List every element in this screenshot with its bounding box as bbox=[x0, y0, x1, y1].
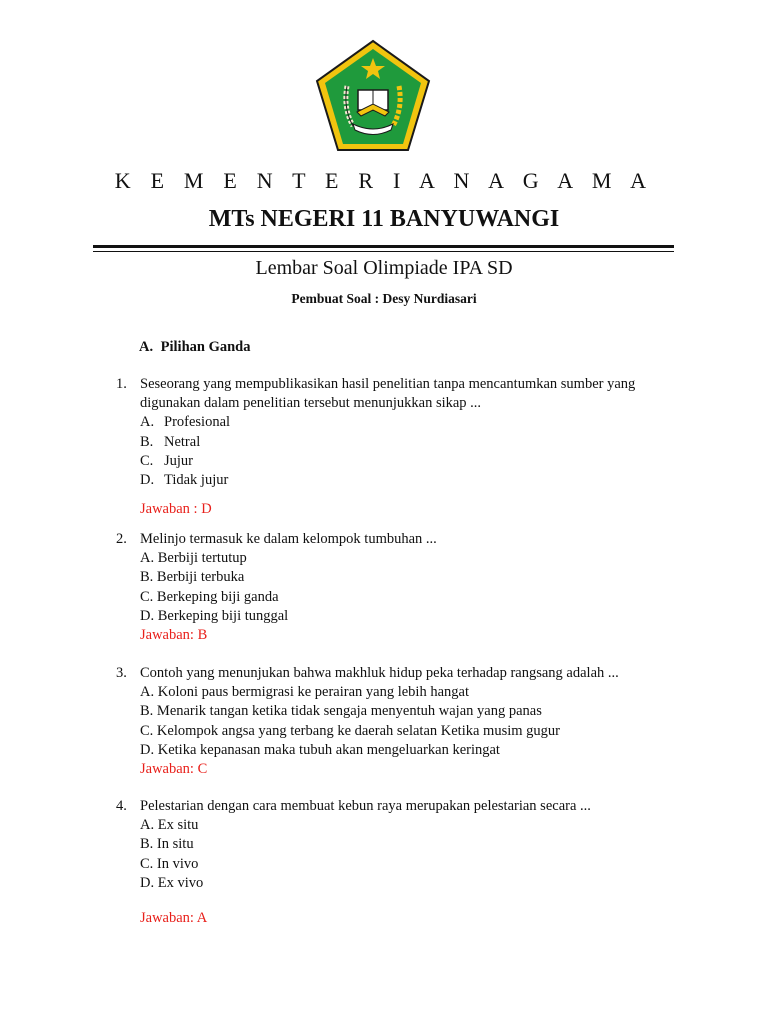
option-b bbox=[140, 568, 676, 587]
option-a bbox=[140, 549, 676, 568]
sheet-title: Lembar Soal Olimpiade IPA SD bbox=[255, 257, 513, 279]
question-text: Seseorang yang mempublikasikan hasil penelitian tanpa mencantumkan sumber yang digunakan dalam penelitian tersebut menunjukkan sikap ... bbox=[140, 376, 636, 412]
option-d bbox=[140, 471, 676, 490]
option-text: Netral bbox=[164, 433, 201, 450]
question-3 bbox=[116, 664, 676, 779]
answer-key: Jawaban: C bbox=[140, 761, 208, 778]
option-b bbox=[140, 702, 676, 721]
option-text: Berkeping biji ganda bbox=[156, 588, 279, 605]
option-letter: B. bbox=[140, 836, 154, 853]
option-a bbox=[140, 413, 676, 432]
answer-key: Jawaban: A bbox=[140, 910, 208, 927]
question-number: 1. bbox=[116, 376, 127, 392]
section-heading bbox=[139, 337, 250, 357]
question-1 bbox=[116, 375, 676, 519]
option-text: Koloni paus bermigrasi ke perairan yang lebih hangat bbox=[157, 684, 469, 701]
header-rule-thick bbox=[93, 245, 674, 248]
option-d bbox=[140, 607, 676, 626]
option-a bbox=[140, 683, 676, 702]
question-number: 4. bbox=[116, 798, 127, 814]
option-text: Kelompok angsa yang terbang ke daerah selatan Ketika musim gugur bbox=[156, 722, 560, 739]
option-letter: A. bbox=[140, 684, 155, 701]
option-letter: B. bbox=[140, 703, 154, 720]
option-b bbox=[140, 433, 676, 452]
option-letter: C. bbox=[140, 855, 154, 872]
option-text: Berbiji tertutup bbox=[157, 550, 247, 567]
option-letter: C. bbox=[140, 452, 154, 469]
option-text: Profesional bbox=[164, 414, 231, 431]
school-name: MTs NEGERI 11 BANYUWANGI bbox=[208, 206, 560, 232]
option-letter: B. bbox=[140, 433, 154, 450]
answer-key: Jawaban: B bbox=[140, 627, 208, 644]
option-c bbox=[140, 588, 676, 607]
option-text: Jujur bbox=[164, 452, 193, 469]
section-title: Pilihan Ganda bbox=[160, 339, 251, 355]
option-d bbox=[140, 741, 676, 760]
answer-key: Jawaban : D bbox=[140, 501, 212, 518]
question-text: Pelestarian dengan cara membuat kebun raya merupakan pelestarian secara ... bbox=[140, 798, 591, 814]
option-text: Ketika kepanasan maka tubuh akan mengeluarkan keringat bbox=[157, 741, 500, 758]
option-letter: A. bbox=[140, 414, 155, 431]
option-b bbox=[140, 835, 676, 854]
option-text: Menarik tangan ketika tidak sengaja menyentuh wajan yang panas bbox=[156, 703, 542, 720]
option-letter: D. bbox=[140, 874, 155, 891]
option-letter: D. bbox=[140, 472, 155, 489]
option-c bbox=[140, 452, 676, 471]
question-text: Contoh yang menunjukan bahwa makhluk hidup peka terhadap rangsang adalah ... bbox=[140, 665, 619, 681]
question-number: 2. bbox=[116, 531, 127, 547]
option-letter: B. bbox=[140, 569, 154, 586]
emblem-icon bbox=[313, 38, 433, 154]
option-c bbox=[140, 722, 676, 741]
option-text: Berbiji terbuka bbox=[156, 569, 245, 586]
option-letter: A. bbox=[140, 550, 155, 567]
option-text: Tidak jujur bbox=[164, 472, 229, 489]
option-text: Ex situ bbox=[157, 817, 199, 834]
option-letter: C. bbox=[140, 722, 154, 739]
question-number: 3. bbox=[116, 665, 127, 681]
option-text: Berkeping biji tunggal bbox=[157, 607, 289, 624]
option-c bbox=[140, 855, 676, 874]
option-letter: A. bbox=[140, 817, 155, 834]
question-4 bbox=[116, 797, 676, 928]
option-text: In situ bbox=[156, 836, 194, 853]
option-text: In vivo bbox=[156, 855, 199, 872]
option-text: Ex vivo bbox=[157, 874, 204, 891]
option-letter: D. bbox=[140, 741, 155, 758]
section-letter: A. bbox=[139, 339, 154, 355]
option-a bbox=[140, 816, 676, 835]
option-d bbox=[140, 874, 676, 893]
kementerian-agama-logo bbox=[313, 38, 433, 154]
option-letter: C. bbox=[140, 588, 154, 605]
author-line: Pembuat Soal : Desy Nurdiasari bbox=[291, 291, 477, 306]
question-2 bbox=[116, 530, 676, 645]
option-letter: D. bbox=[140, 607, 155, 624]
header-rule-thin bbox=[93, 251, 674, 252]
question-text: Melinjo termasuk ke dalam kelompok tumbuhan ... bbox=[140, 531, 437, 547]
ministry-heading: K E M E N T E R I A N A G A M A bbox=[114, 168, 654, 193]
